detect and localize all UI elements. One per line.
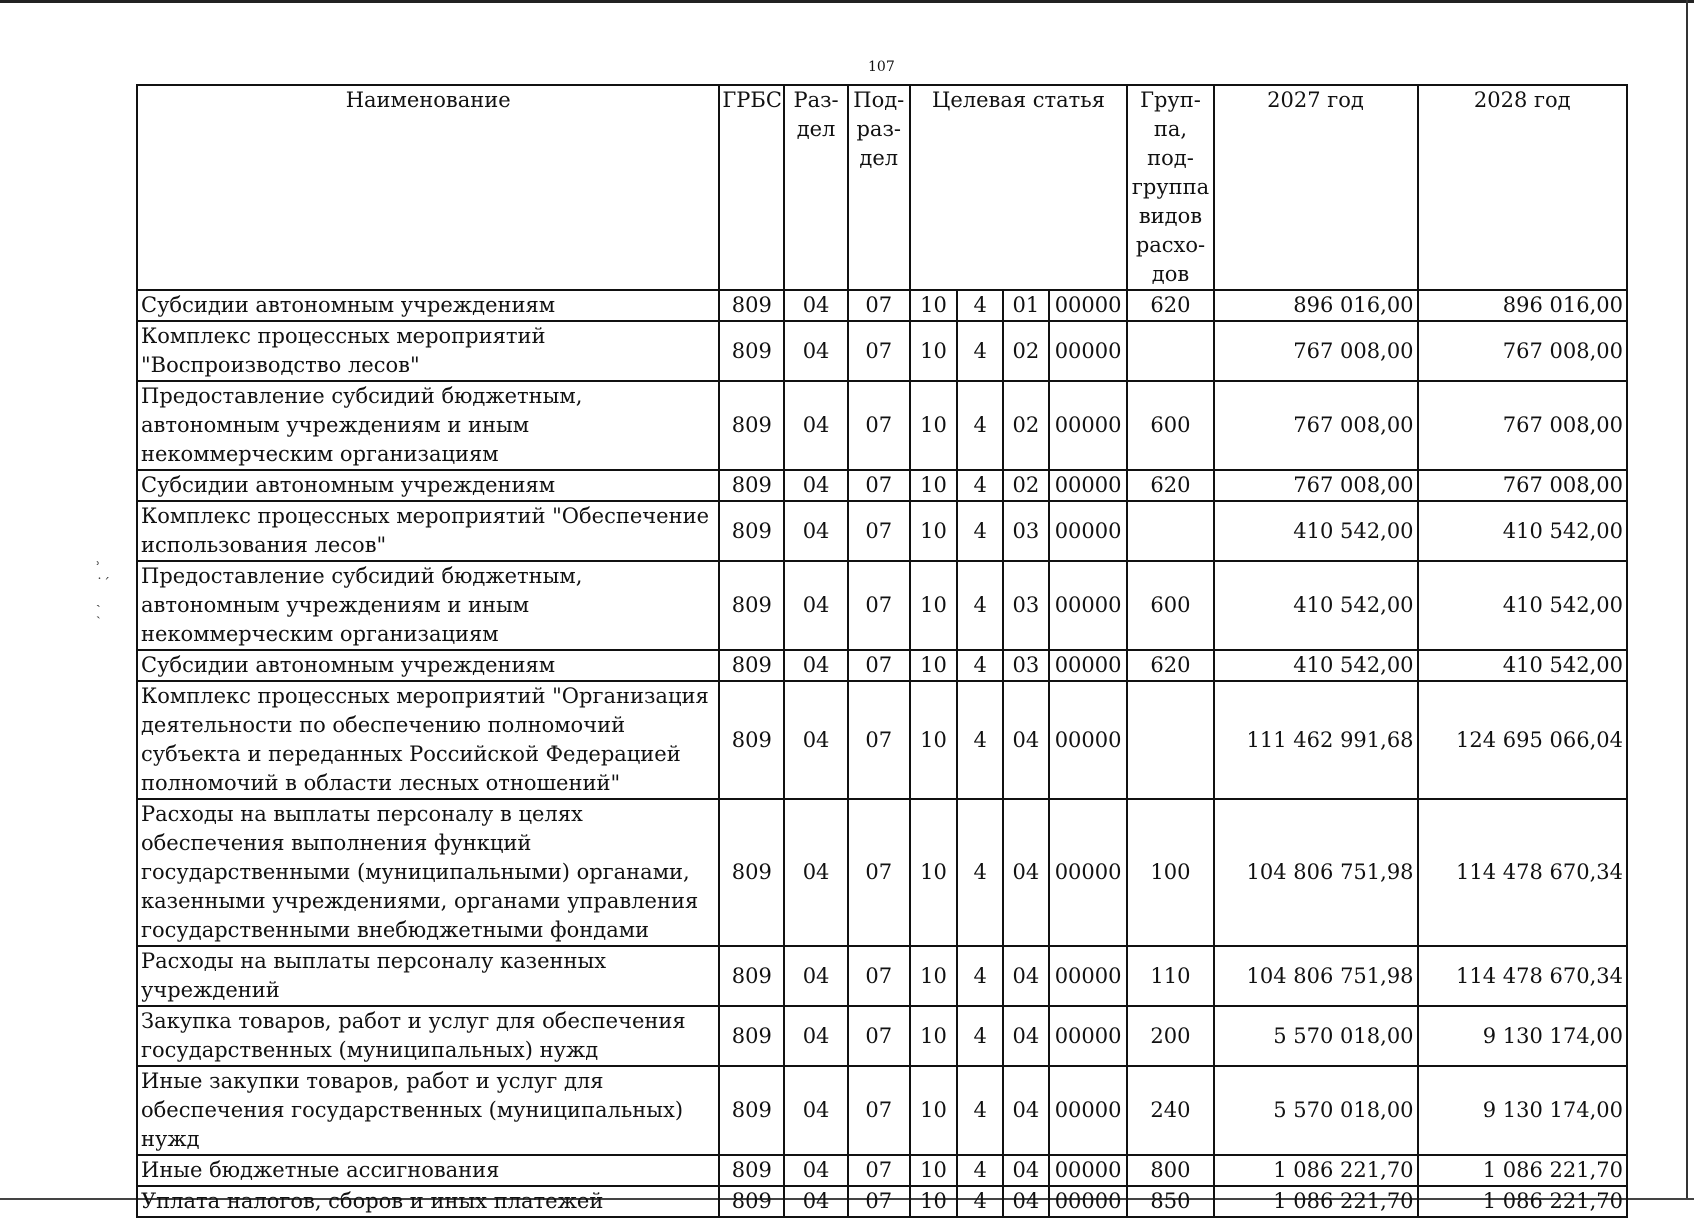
- row-target-program: 10: [910, 1006, 958, 1066]
- row-expense-group: 620: [1127, 650, 1213, 681]
- row-amount-2027: 410 542,00: [1214, 650, 1418, 681]
- row-name: Субсидии автономным учреждениям: [137, 650, 719, 681]
- row-podrazdel: 07: [848, 1155, 910, 1186]
- table-row: [137, 1186, 1627, 1217]
- row-target-program: 10: [910, 650, 958, 681]
- row-target-complex: 04: [1003, 1006, 1049, 1066]
- row-target-complex: 03: [1003, 501, 1049, 561]
- row-podrazdel: 07: [848, 381, 910, 470]
- row-expense-group: 200: [1127, 1006, 1213, 1066]
- row-name: Комплекс процессных мероприятий "Организация деятельности по обеспечению полномочий субъекта и переданных Российской Федерацией полномочий в области лесных отношений": [137, 681, 719, 799]
- row-target-code: 00000: [1049, 381, 1128, 470]
- row-target-code: 00000: [1049, 799, 1128, 946]
- row-grbs: 809: [719, 681, 784, 799]
- row-razdel: 04: [784, 470, 848, 501]
- row-target-program: 10: [910, 799, 958, 946]
- row-grbs: 809: [719, 1066, 784, 1155]
- row-razdel: 04: [784, 1006, 848, 1066]
- row-grbs: 809: [719, 1155, 784, 1186]
- row-target-code: 00000: [1049, 681, 1128, 799]
- row-target-complex: 02: [1003, 470, 1049, 501]
- table-row: [137, 946, 1627, 1006]
- row-expense-group: 600: [1127, 561, 1213, 650]
- row-target-type: 4: [957, 946, 1003, 1006]
- row-amount-2027: 767 008,00: [1214, 381, 1418, 470]
- row-amount-2028: 114 478 670,34: [1418, 799, 1627, 946]
- row-target-complex: 03: [1003, 561, 1049, 650]
- row-amount-2028: 9 130 174,00: [1418, 1066, 1627, 1155]
- row-podrazdel: 07: [848, 1186, 910, 1217]
- row-name: Субсидии автономным учреждениям: [137, 290, 719, 321]
- row-grbs: 809: [719, 1186, 784, 1217]
- row-amount-2027: 1 086 221,70: [1214, 1186, 1418, 1217]
- row-amount-2028: 9 130 174,00: [1418, 1006, 1627, 1066]
- row-grbs: 809: [719, 501, 784, 561]
- row-name: Предоставление субсидий бюджетным, автономным учреждениям и иным некоммерческим организациям: [137, 561, 719, 650]
- row-expense-group: 850: [1127, 1186, 1213, 1217]
- header-year-2028: 2028 год: [1418, 85, 1627, 290]
- row-target-type: 4: [957, 501, 1003, 561]
- row-target-code: 00000: [1049, 501, 1128, 561]
- margin-scribble-icon: ʾ ˙ˊ ˏ ˴: [96, 560, 110, 624]
- row-target-type: 4: [957, 1066, 1003, 1155]
- budget-table: [136, 84, 1628, 1218]
- page-number: 107: [868, 59, 895, 75]
- table-row: [137, 1006, 1627, 1066]
- row-name: Уплата налогов, сборов и иных платежей: [137, 1186, 719, 1217]
- row-target-type: 4: [957, 561, 1003, 650]
- row-grbs: 809: [719, 321, 784, 381]
- row-podrazdel: 07: [848, 1066, 910, 1155]
- row-target-program: 10: [910, 381, 958, 470]
- row-razdel: 04: [784, 799, 848, 946]
- row-grbs: 809: [719, 946, 784, 1006]
- row-grbs: 809: [719, 290, 784, 321]
- row-amount-2028: 124 695 066,04: [1418, 681, 1627, 799]
- row-name: Закупка товаров, работ и услуг для обеспечения государственных (муниципальных) нужд: [137, 1006, 719, 1066]
- row-target-program: 10: [910, 290, 958, 321]
- row-razdel: 04: [784, 290, 848, 321]
- row-amount-2028: 1 086 221,70: [1418, 1186, 1627, 1217]
- row-target-complex: 04: [1003, 799, 1049, 946]
- table-row: [137, 290, 1627, 321]
- row-amount-2028: 410 542,00: [1418, 501, 1627, 561]
- row-podrazdel: 07: [848, 681, 910, 799]
- row-podrazdel: 07: [848, 561, 910, 650]
- row-name: Расходы на выплаты персоналу казенных учреждений: [137, 946, 719, 1006]
- row-target-code: 00000: [1049, 290, 1128, 321]
- row-grbs: 809: [719, 381, 784, 470]
- row-grbs: 809: [719, 561, 784, 650]
- row-name: Иные бюджетные ассигнования: [137, 1155, 719, 1186]
- header-podrazdel: Под- раз- дел: [848, 85, 910, 290]
- row-target-complex: 04: [1003, 1186, 1049, 1217]
- table-row: [137, 381, 1627, 470]
- table-header-row: [137, 85, 1627, 290]
- scan-border-top: [0, 0, 1694, 3]
- row-razdel: 04: [784, 321, 848, 381]
- row-amount-2027: 5 570 018,00: [1214, 1006, 1418, 1066]
- row-expense-group: 240: [1127, 1066, 1213, 1155]
- row-grbs: 809: [719, 799, 784, 946]
- row-target-program: 10: [910, 946, 958, 1006]
- row-podrazdel: 07: [848, 799, 910, 946]
- row-amount-2027: 1 086 221,70: [1214, 1155, 1418, 1186]
- row-target-complex: 04: [1003, 1155, 1049, 1186]
- row-grbs: 809: [719, 470, 784, 501]
- row-razdel: 04: [784, 681, 848, 799]
- row-target-code: 00000: [1049, 561, 1128, 650]
- table-row: [137, 650, 1627, 681]
- row-target-program: 10: [910, 1155, 958, 1186]
- row-target-program: 10: [910, 1186, 958, 1217]
- row-name: Иные закупки товаров, работ и услуг для обеспечения государственных (муниципальных) нужд: [137, 1066, 719, 1155]
- header-expense-group: Груп- па, под- группа видов расхо- дов: [1127, 85, 1213, 290]
- row-grbs: 809: [719, 650, 784, 681]
- header-name: Наименование: [137, 85, 719, 290]
- row-expense-group: 600: [1127, 381, 1213, 470]
- row-razdel: 04: [784, 946, 848, 1006]
- row-target-program: 10: [910, 501, 958, 561]
- row-amount-2027: 410 542,00: [1214, 501, 1418, 561]
- row-target-code: 00000: [1049, 321, 1128, 381]
- row-razdel: 04: [784, 1155, 848, 1186]
- row-amount-2027: 767 008,00: [1214, 321, 1418, 381]
- row-name: Комплекс процессных мероприятий "Воспроизводство лесов": [137, 321, 719, 381]
- scan-border-right: [1686, 0, 1688, 1200]
- row-target-complex: 02: [1003, 381, 1049, 470]
- row-target-complex: 04: [1003, 946, 1049, 1006]
- row-amount-2027: 410 542,00: [1214, 561, 1418, 650]
- row-expense-group: 100: [1127, 799, 1213, 946]
- row-amount-2028: 410 542,00: [1418, 650, 1627, 681]
- row-podrazdel: 07: [848, 470, 910, 501]
- row-amount-2027: 104 806 751,98: [1214, 799, 1418, 946]
- row-amount-2028: 410 542,00: [1418, 561, 1627, 650]
- header-target-article: Целевая статья: [910, 85, 1128, 290]
- row-target-program: 10: [910, 681, 958, 799]
- row-target-code: 00000: [1049, 1006, 1128, 1066]
- row-podrazdel: 07: [848, 1006, 910, 1066]
- row-target-code: 00000: [1049, 1155, 1128, 1186]
- row-expense-group: 620: [1127, 290, 1213, 321]
- row-amount-2028: 896 016,00: [1418, 290, 1627, 321]
- table-row: [137, 799, 1627, 946]
- row-razdel: 04: [784, 381, 848, 470]
- row-expense-group: 110: [1127, 946, 1213, 1006]
- row-target-program: 10: [910, 1066, 958, 1155]
- row-target-program: 10: [910, 470, 958, 501]
- row-target-program: 10: [910, 561, 958, 650]
- header-grbs: ГРБС: [719, 85, 784, 290]
- row-amount-2027: 5 570 018,00: [1214, 1066, 1418, 1155]
- row-target-code: 00000: [1049, 650, 1128, 681]
- row-amount-2027: 111 462 991,68: [1214, 681, 1418, 799]
- row-target-program: 10: [910, 321, 958, 381]
- row-podrazdel: 07: [848, 321, 910, 381]
- row-amount-2027: 896 016,00: [1214, 290, 1418, 321]
- row-podrazdel: 07: [848, 501, 910, 561]
- table-row: [137, 561, 1627, 650]
- row-amount-2027: 767 008,00: [1214, 470, 1418, 501]
- row-name: Комплекс процессных мероприятий "Обеспечение использования лесов": [137, 501, 719, 561]
- row-amount-2027: 104 806 751,98: [1214, 946, 1418, 1006]
- table-body: [137, 290, 1627, 1217]
- row-target-type: 4: [957, 381, 1003, 470]
- header-razdel: Раз- дел: [784, 85, 848, 290]
- row-target-type: 4: [957, 799, 1003, 946]
- row-target-complex: 03: [1003, 650, 1049, 681]
- header-year-2027: 2027 год: [1214, 85, 1418, 290]
- table-row: [137, 470, 1627, 501]
- table-row: [137, 681, 1627, 799]
- row-target-code: 00000: [1049, 1186, 1128, 1217]
- row-target-code: 00000: [1049, 470, 1128, 501]
- row-target-type: 4: [957, 650, 1003, 681]
- row-expense-group: [1127, 681, 1213, 799]
- row-target-complex: 02: [1003, 321, 1049, 381]
- row-amount-2028: 767 008,00: [1418, 470, 1627, 501]
- row-target-complex: 04: [1003, 1066, 1049, 1155]
- row-name: Предоставление субсидий бюджетным, автономным учреждениям и иным некоммерческим организациям: [137, 381, 719, 470]
- row-target-complex: 04: [1003, 681, 1049, 799]
- row-razdel: 04: [784, 1066, 848, 1155]
- row-name: Расходы на выплаты персоналу в целях обеспечения выполнения функций государственными (муниципальными) органами, казенными учреждениями, органами управления государственными внебюджетными фондами: [137, 799, 719, 946]
- table-row: [137, 1066, 1627, 1155]
- row-target-type: 4: [957, 470, 1003, 501]
- row-podrazdel: 07: [848, 946, 910, 1006]
- row-razdel: 04: [784, 501, 848, 561]
- row-target-complex: 01: [1003, 290, 1049, 321]
- table-row: [137, 321, 1627, 381]
- row-amount-2028: 1 086 221,70: [1418, 1155, 1627, 1186]
- table-row: [137, 1155, 1627, 1186]
- row-expense-group: [1127, 501, 1213, 561]
- row-target-type: 4: [957, 681, 1003, 799]
- row-target-type: 4: [957, 290, 1003, 321]
- row-target-type: 4: [957, 1186, 1003, 1217]
- row-razdel: 04: [784, 1186, 848, 1217]
- row-target-code: 00000: [1049, 1066, 1128, 1155]
- row-expense-group: 800: [1127, 1155, 1213, 1186]
- row-target-code: 00000: [1049, 946, 1128, 1006]
- row-razdel: 04: [784, 561, 848, 650]
- row-expense-group: 620: [1127, 470, 1213, 501]
- table-row: [137, 501, 1627, 561]
- row-amount-2028: 114 478 670,34: [1418, 946, 1627, 1006]
- row-expense-group: [1127, 321, 1213, 381]
- row-podrazdel: 07: [848, 290, 910, 321]
- row-name: Субсидии автономным учреждениям: [137, 470, 719, 501]
- row-grbs: 809: [719, 1006, 784, 1066]
- row-target-type: 4: [957, 1006, 1003, 1066]
- row-amount-2028: 767 008,00: [1418, 321, 1627, 381]
- row-amount-2028: 767 008,00: [1418, 381, 1627, 470]
- row-target-type: 4: [957, 321, 1003, 381]
- row-razdel: 04: [784, 650, 848, 681]
- row-podrazdel: 07: [848, 650, 910, 681]
- row-target-type: 4: [957, 1155, 1003, 1186]
